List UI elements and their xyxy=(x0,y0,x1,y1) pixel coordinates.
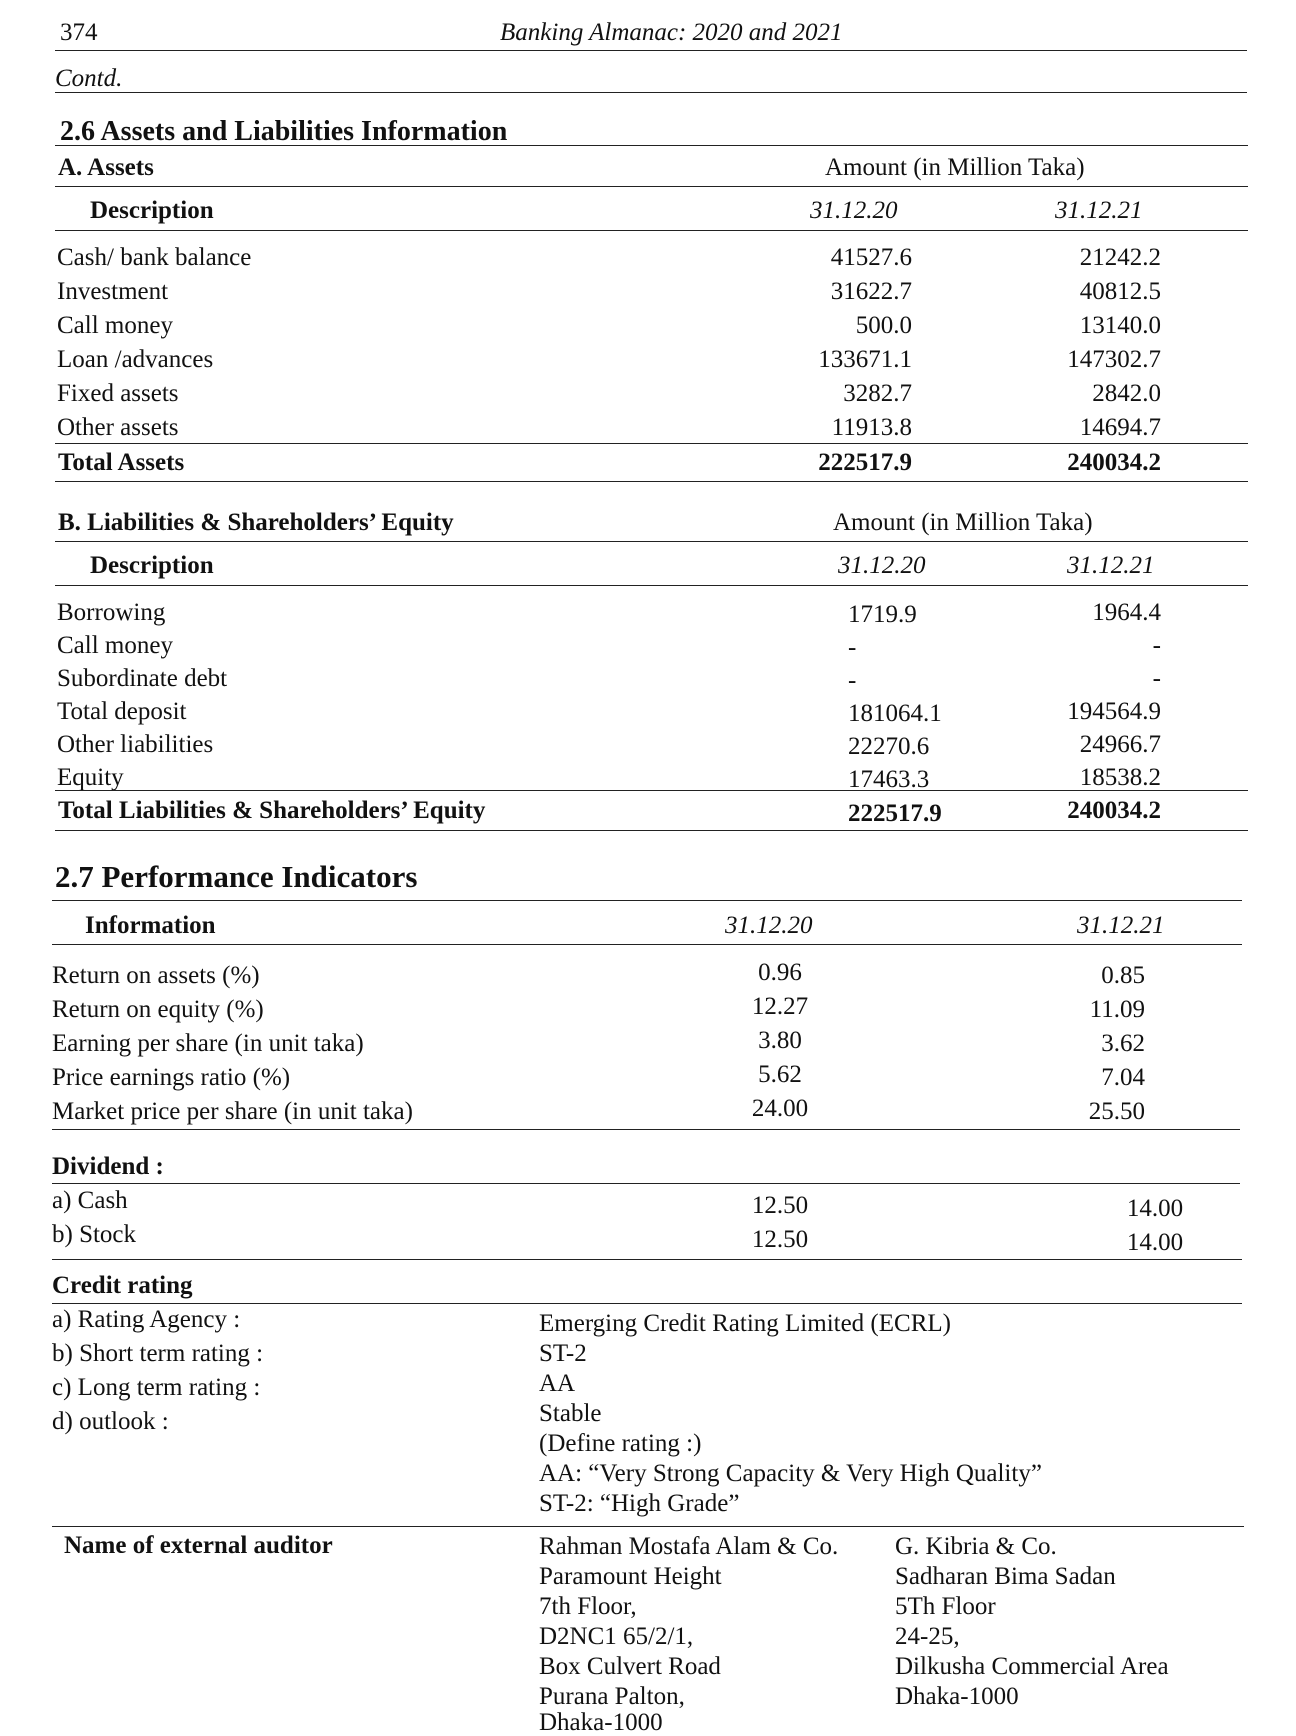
auditor-2-line: 24-25, xyxy=(895,1623,960,1650)
rule xyxy=(55,443,1248,444)
table-cell: - xyxy=(1152,665,1161,692)
table-cell: 5.62 xyxy=(758,1061,802,1088)
table-cell: 12.27 xyxy=(751,993,809,1020)
credit-define-rating: (Define rating :) xyxy=(539,1430,702,1457)
auditor-2-line: Sadharan Bima Sadan xyxy=(895,1563,1116,1590)
table-cell: 18538.2 xyxy=(1079,764,1161,791)
auditor-1-line: D2NC1 65/2/1, xyxy=(539,1623,694,1650)
auditor-1-line: 7th Floor, xyxy=(539,1593,637,1620)
table-row-label: Fixed assets xyxy=(57,380,179,407)
page-number: 374 xyxy=(60,19,98,46)
rule xyxy=(55,830,1248,831)
table-row-label: Call money xyxy=(57,312,173,339)
auditor-1-line: Rahman Mostafa Alam & Co. xyxy=(539,1533,839,1560)
contd-label: Contd. xyxy=(55,65,123,92)
table-cell: 133671.1 xyxy=(818,346,912,373)
table-cell: 500.0 xyxy=(855,312,912,339)
table-row-label: Investment xyxy=(57,278,169,305)
perf-col-2020: 31.12.20 xyxy=(725,912,813,939)
table-cell: 31622.7 xyxy=(830,278,912,305)
rule xyxy=(52,1303,1242,1304)
assets-total-2020: 222517.9 xyxy=(818,449,912,476)
rule xyxy=(55,541,1248,542)
dividend-stock-label: b) Stock xyxy=(52,1221,137,1248)
table-cell: 0.85 xyxy=(1101,962,1145,989)
table-cell: 1964.4 xyxy=(1092,599,1161,626)
liabilities-title: B. Liabilities & Shareholders’ Equity xyxy=(58,509,454,536)
auditor-1-line: Box Culvert Road xyxy=(539,1653,721,1680)
table-cell: 1719.9 xyxy=(848,601,917,628)
table-cell: 0.96 xyxy=(758,959,802,986)
dividend-stock-2020: 12.50 xyxy=(751,1226,809,1253)
rule xyxy=(52,944,1242,945)
rule xyxy=(55,145,1248,146)
assets-col-description: Description xyxy=(90,197,214,224)
dividend-title: Dividend : xyxy=(52,1153,164,1180)
auditor-2-line: Dilkusha Commercial Area xyxy=(895,1653,1169,1680)
assets-col-2020: 31.12.20 xyxy=(810,197,898,224)
table-cell: 3282.7 xyxy=(843,380,912,407)
table-cell: 194564.9 xyxy=(1067,698,1161,725)
auditor-1-line: Paramount Height xyxy=(539,1563,722,1590)
credit-value-long-term: AA xyxy=(539,1370,576,1397)
credit-rating-title: Credit rating xyxy=(52,1272,193,1299)
credit-label-long-term: c) Long term rating : xyxy=(52,1374,261,1401)
table-cell: 25.50 xyxy=(1088,1098,1145,1125)
auditor-1-line: Purana Palton, xyxy=(539,1683,685,1710)
section-2-6-heading: 2.6 Assets and Liabilities Information xyxy=(60,116,508,147)
rule xyxy=(52,1183,1240,1184)
table-row-label: Borrowing xyxy=(57,599,166,626)
table-row-label: Equity xyxy=(57,764,124,791)
credit-label-agency: a) Rating Agency : xyxy=(52,1306,241,1333)
credit-value-short-term: ST-2 xyxy=(539,1340,587,1367)
table-cell: 40812.5 xyxy=(1079,278,1161,305)
assets-total-2021: 240034.2 xyxy=(1067,449,1161,476)
running-title: Banking Almanac: 2020 and 2021 xyxy=(500,19,843,46)
header-rule xyxy=(55,50,1247,51)
liabilities-total-2020: 222517.9 xyxy=(848,800,942,827)
table-row-label: Price earnings ratio (%) xyxy=(52,1064,291,1091)
table-cell: 181064.1 xyxy=(848,700,942,727)
table-cell: 17463.3 xyxy=(848,766,930,793)
table-cell: 7.04 xyxy=(1101,1064,1145,1091)
table-cell: 41527.6 xyxy=(830,244,912,271)
table-row-label: Market price per share (in unit taka) xyxy=(52,1098,413,1125)
auditor-title: Name of external auditor xyxy=(64,1532,333,1559)
rule xyxy=(52,900,1242,901)
table-row-label: Call money xyxy=(57,632,173,659)
credit-value-outlook: Stable xyxy=(539,1400,602,1427)
liabilities-total-label: Total Liabilities & Shareholders’ Equity xyxy=(58,797,486,824)
liabilities-col-2021: 31.12.21 xyxy=(1067,552,1155,579)
table-cell: - xyxy=(848,634,857,661)
table-cell: 21242.2 xyxy=(1079,244,1161,271)
table-row-label: Earning per share (in unit taka) xyxy=(52,1030,364,1057)
perf-col-information: Information xyxy=(85,912,216,939)
table-row-label: Cash/ bank balance xyxy=(57,244,252,271)
section-2-7-heading: 2.7 Performance Indicators xyxy=(55,859,418,894)
rule xyxy=(55,585,1248,586)
credit-aa-definition: AA: “Very Strong Capacity & Very High Quality” xyxy=(539,1460,1042,1487)
table-cell: - xyxy=(848,667,857,694)
rule xyxy=(55,230,1248,231)
table-row-label: Other liabilities xyxy=(57,731,214,758)
rule xyxy=(52,1129,1240,1130)
credit-label-outlook: d) outlook : xyxy=(52,1408,169,1435)
table-row-label: Return on assets (%) xyxy=(52,962,260,989)
auditor-2-line: 5Th Floor xyxy=(895,1593,996,1620)
table-cell: 11.09 xyxy=(1089,996,1145,1023)
contd-rule xyxy=(55,92,1247,93)
table-cell: 2842.0 xyxy=(1092,380,1161,407)
credit-value-agency: Emerging Credit Rating Limited (ECRL) xyxy=(539,1310,951,1337)
table-row-label: Subordinate debt xyxy=(57,665,228,692)
dividend-cash-label: a) Cash xyxy=(52,1187,128,1214)
auditor-2-line: G. Kibria & Co. xyxy=(895,1533,1057,1560)
table-cell: 3.62 xyxy=(1101,1030,1145,1057)
assets-amount-label: Amount (in Million Taka) xyxy=(825,154,1085,181)
rule xyxy=(52,1526,1244,1527)
table-cell: 147302.7 xyxy=(1067,346,1161,373)
rule xyxy=(52,1259,1242,1260)
liabilities-amount-label: Amount (in Million Taka) xyxy=(833,509,1093,536)
table-cell: 24966.7 xyxy=(1079,731,1161,758)
table-row-label: Total deposit xyxy=(57,698,187,725)
dividend-stock-2021: 14.00 xyxy=(1126,1229,1184,1256)
table-cell: 3.80 xyxy=(758,1027,802,1054)
auditor-1-line: Dhaka-1000 xyxy=(539,1709,663,1736)
rule xyxy=(55,481,1248,482)
credit-label-short-term: b) Short term rating : xyxy=(52,1340,264,1367)
assets-total-label: Total Assets xyxy=(58,449,185,476)
rule xyxy=(55,790,1248,791)
table-cell: 13140.0 xyxy=(1079,312,1161,339)
table-row-label: Return on equity (%) xyxy=(52,996,264,1023)
table-row-label: Other assets xyxy=(57,414,179,441)
liabilities-col-2020: 31.12.20 xyxy=(838,552,926,579)
assets-title: A. Assets xyxy=(58,154,154,181)
dividend-cash-2021: 14.00 xyxy=(1126,1195,1184,1222)
table-row-label: Loan /advances xyxy=(57,346,214,373)
rule xyxy=(55,186,1248,187)
auditor-2-line: Dhaka-1000 xyxy=(895,1683,1019,1710)
dividend-cash-2020: 12.50 xyxy=(751,1192,809,1219)
assets-col-2021: 31.12.21 xyxy=(1055,197,1143,224)
perf-col-2021: 31.12.21 xyxy=(1077,912,1165,939)
table-cell: 11913.8 xyxy=(831,414,912,441)
liabilities-col-description: Description xyxy=(90,552,214,579)
table-cell: 22270.6 xyxy=(848,733,930,760)
liabilities-total-2021: 240034.2 xyxy=(1067,797,1161,824)
table-cell: 14694.7 xyxy=(1079,414,1161,441)
credit-st2-definition: ST-2: “High Grade” xyxy=(539,1490,740,1517)
table-cell: 24.00 xyxy=(751,1095,809,1122)
table-cell: - xyxy=(1152,632,1161,659)
